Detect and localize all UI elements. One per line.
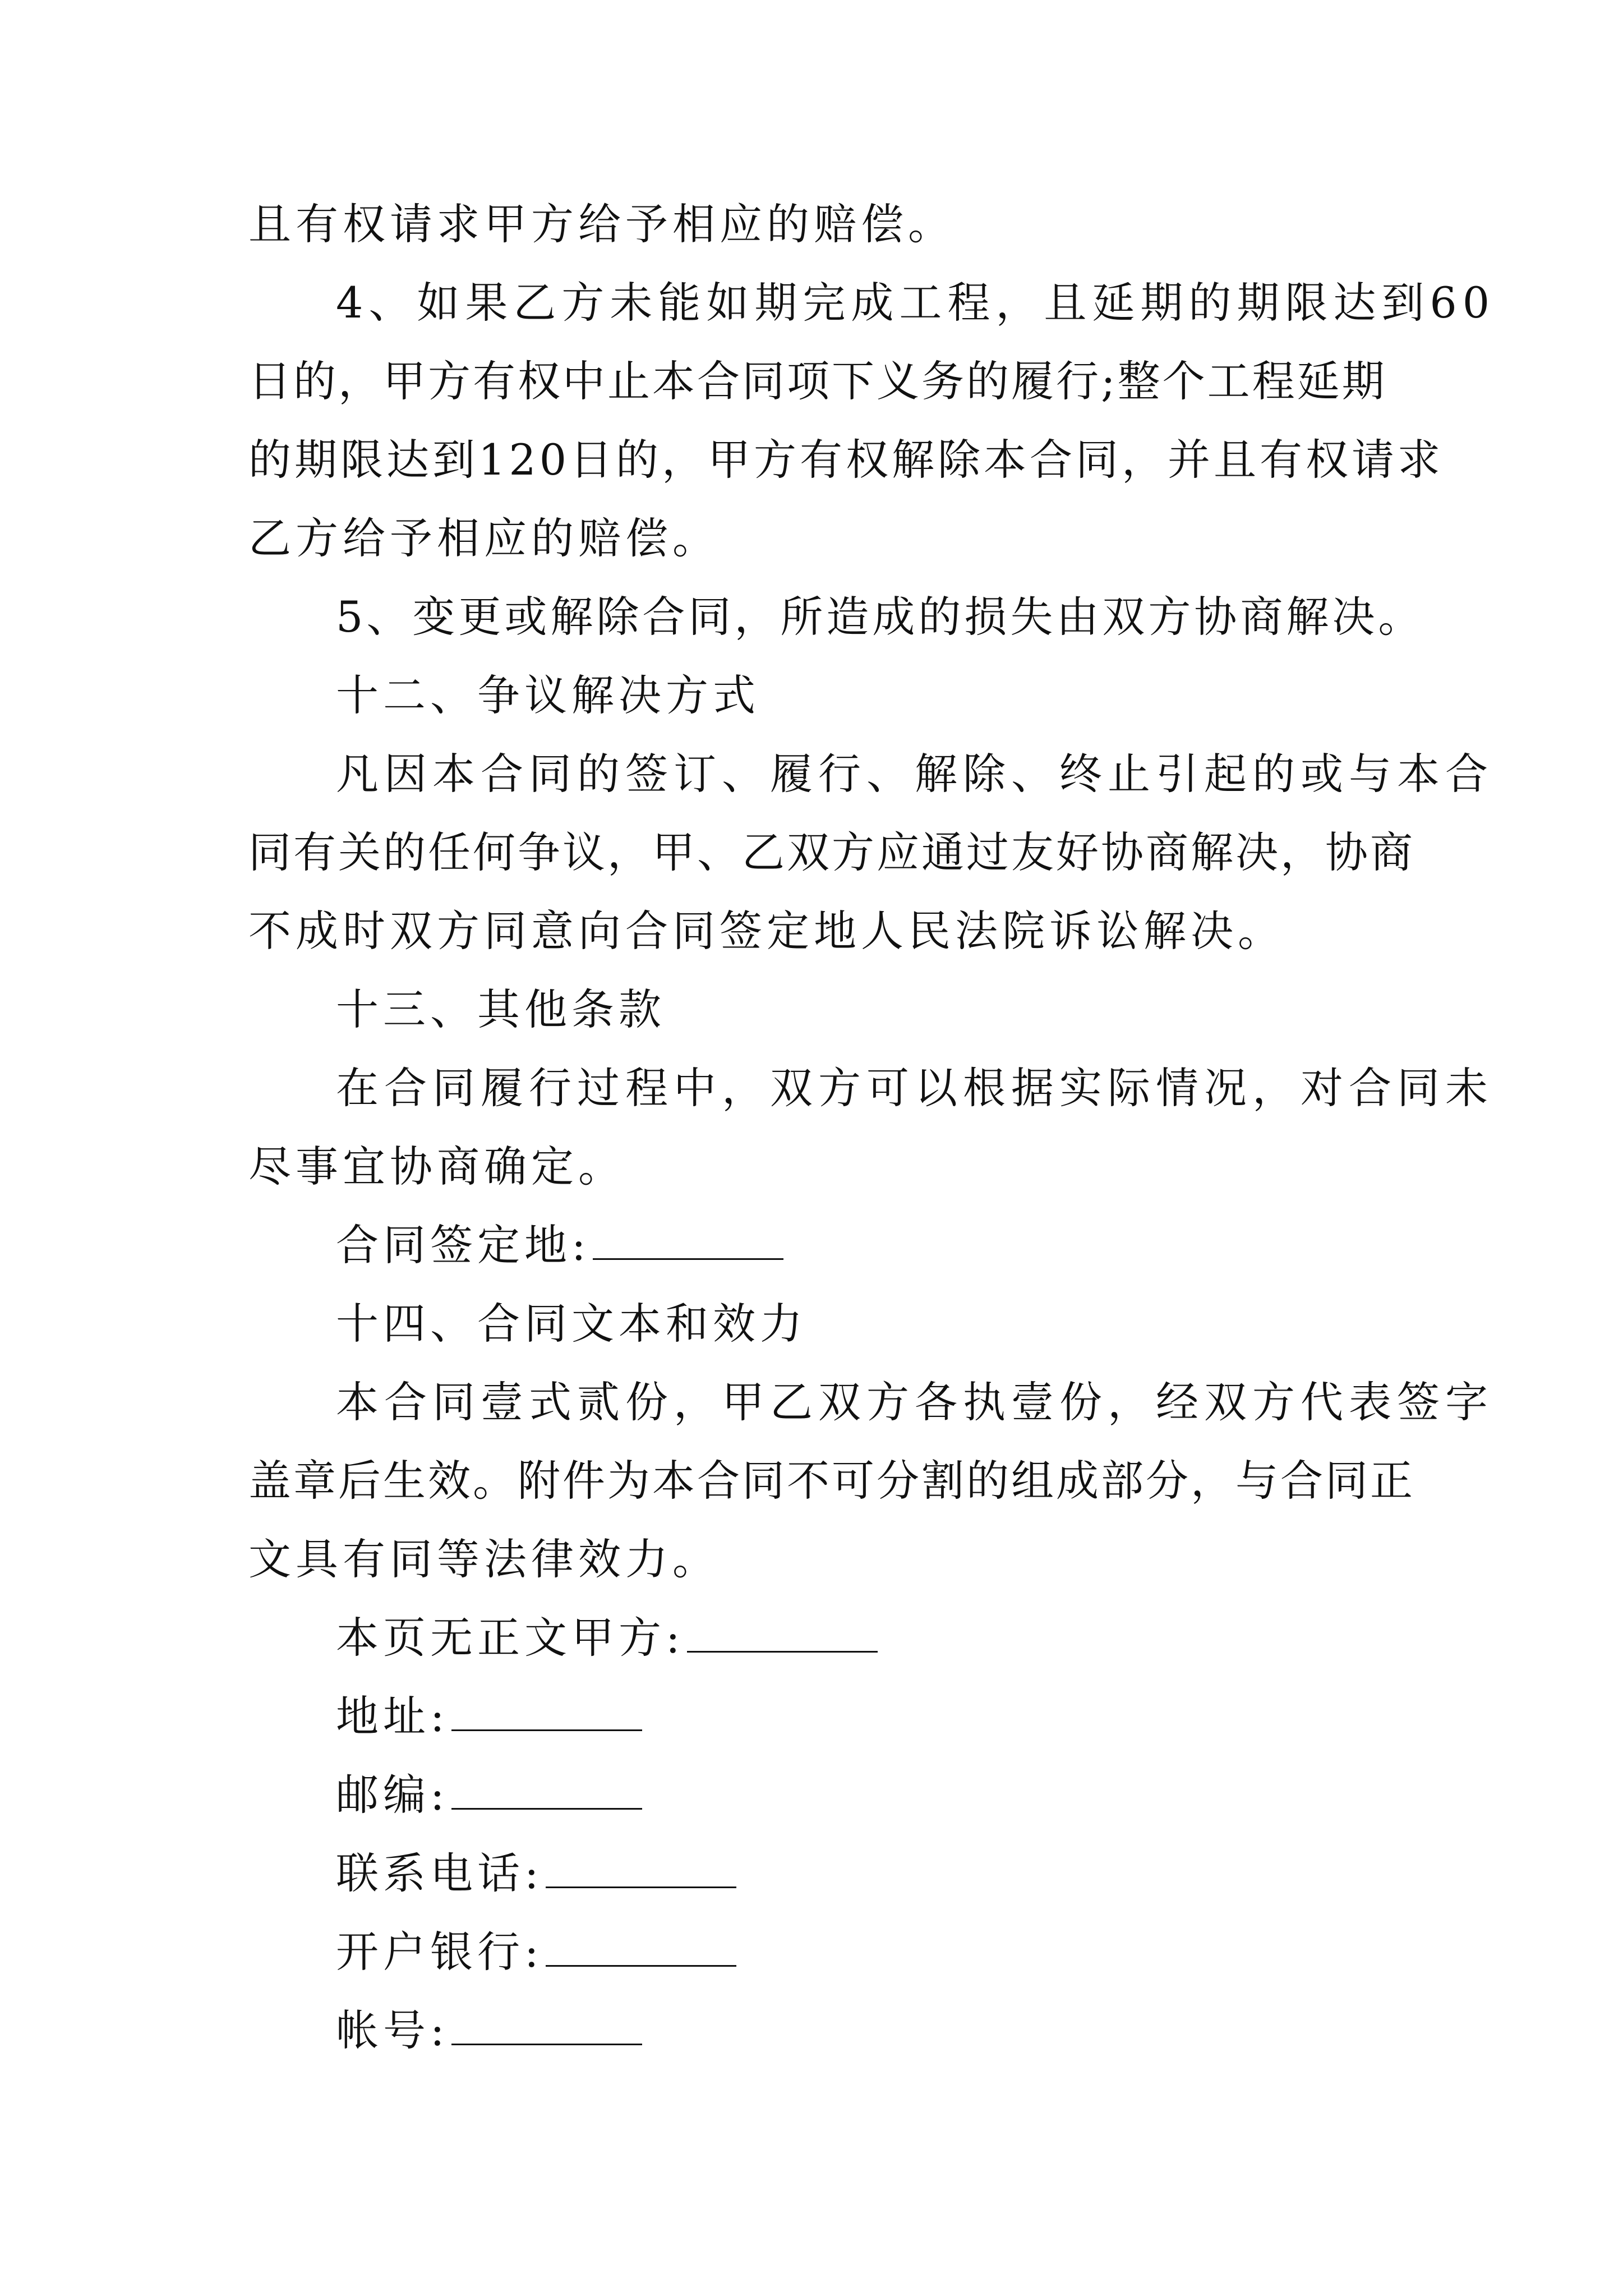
signing-place-field xyxy=(248,1206,1393,1285)
section-13-heading xyxy=(248,970,1393,1049)
phone-blank[interactable] xyxy=(546,1844,736,1888)
party-a-blank[interactable] xyxy=(687,1608,878,1653)
paragraph-text: 盖章后生效。附件为本合同不可分割的组成部分，与合同正 xyxy=(248,1456,1415,1506)
document-page xyxy=(248,185,1496,2070)
party-a-field xyxy=(248,1599,1393,1677)
paragraph-3-tail xyxy=(248,185,1393,264)
section-14-line-1 xyxy=(248,1363,1493,1442)
address-blank[interactable] xyxy=(451,1687,642,1731)
item-4-line-1 xyxy=(248,264,1496,342)
section-14-line-3 xyxy=(248,1520,1393,1599)
signing-place-blank[interactable] xyxy=(593,1216,783,1260)
paragraph-text: 同有关的任何争议，甲、乙双方应通过友好协商解决，协商 xyxy=(248,827,1415,877)
bank-blank[interactable] xyxy=(546,1922,736,1967)
section-14-line-2 xyxy=(248,1442,1415,1520)
section-12-line-3 xyxy=(248,892,1393,970)
paragraph-text: 的期限达到120日的，甲方有权解除本合同，并且有权请求 xyxy=(248,435,1444,485)
paragraph-text: 尽事宜协商确定。 xyxy=(248,1142,625,1191)
section-12-line-2 xyxy=(248,813,1415,892)
section-heading: 十二、争议解决方式 xyxy=(336,670,760,720)
address-label: 地址: xyxy=(336,1691,449,1741)
paragraph-text: 且有权请求甲方给予相应的赔偿。 xyxy=(248,199,955,249)
item-4-line-4 xyxy=(248,499,1393,578)
paragraph-text: 乙方给予相应的赔偿。 xyxy=(248,513,720,563)
postcode-label: 邮编: xyxy=(336,1770,449,1820)
section-12-line-1 xyxy=(248,735,1493,813)
section-14-heading xyxy=(248,1285,1393,1363)
bank-field xyxy=(248,1913,1393,1991)
bank-label: 开户银行: xyxy=(336,1927,543,1977)
account-label: 帐号: xyxy=(336,2005,449,2055)
paragraph-text: 本合同壹式贰份，甲乙双方各执壹份，经双方代表签字 xyxy=(336,1377,1493,1427)
item-4-line-3 xyxy=(248,421,1444,499)
party-a-label: 本页无正文甲方: xyxy=(336,1613,685,1663)
paragraph-text: 4、如果乙方未能如期完成工程，且延期的期限达到60 xyxy=(336,278,1496,328)
section-13-line-1 xyxy=(248,1049,1493,1128)
section-heading: 十三、其他条款 xyxy=(336,984,666,1034)
paragraph-text: 不成时双方同意向合同签定地人民法院诉讼解决。 xyxy=(248,906,1285,956)
paragraph-text: 日的，甲方有权中止本合同项下义务的履行;整个工程延期 xyxy=(248,356,1387,406)
address-field xyxy=(248,1677,1393,1756)
phone-field xyxy=(248,1834,1393,1913)
paragraph-text: 在合同履行过程中，双方可以根据实际情况，对合同未 xyxy=(336,1063,1493,1113)
item-4-line-2 xyxy=(248,342,1393,421)
section-13-line-2 xyxy=(248,1128,1393,1206)
paragraph-text: 凡因本合同的签订、履行、解除、终止引起的或与本合 xyxy=(336,749,1493,799)
paragraph-text: 文具有同等法律效力。 xyxy=(248,1534,720,1584)
postcode-blank[interactable] xyxy=(451,1765,642,1810)
account-blank[interactable] xyxy=(451,2001,642,2045)
account-field xyxy=(248,1991,1393,2070)
signing-place-label: 合同签定地: xyxy=(336,1220,591,1270)
postcode-field xyxy=(248,1756,1393,1834)
paragraph-text: 5、变更或解除合同，所造成的损失由双方协商解决。 xyxy=(336,592,1424,642)
section-heading: 十四、合同文本和效力 xyxy=(336,1299,807,1349)
phone-label: 联系电话: xyxy=(336,1848,543,1898)
section-12-heading xyxy=(248,656,1393,735)
item-5 xyxy=(248,578,1424,656)
